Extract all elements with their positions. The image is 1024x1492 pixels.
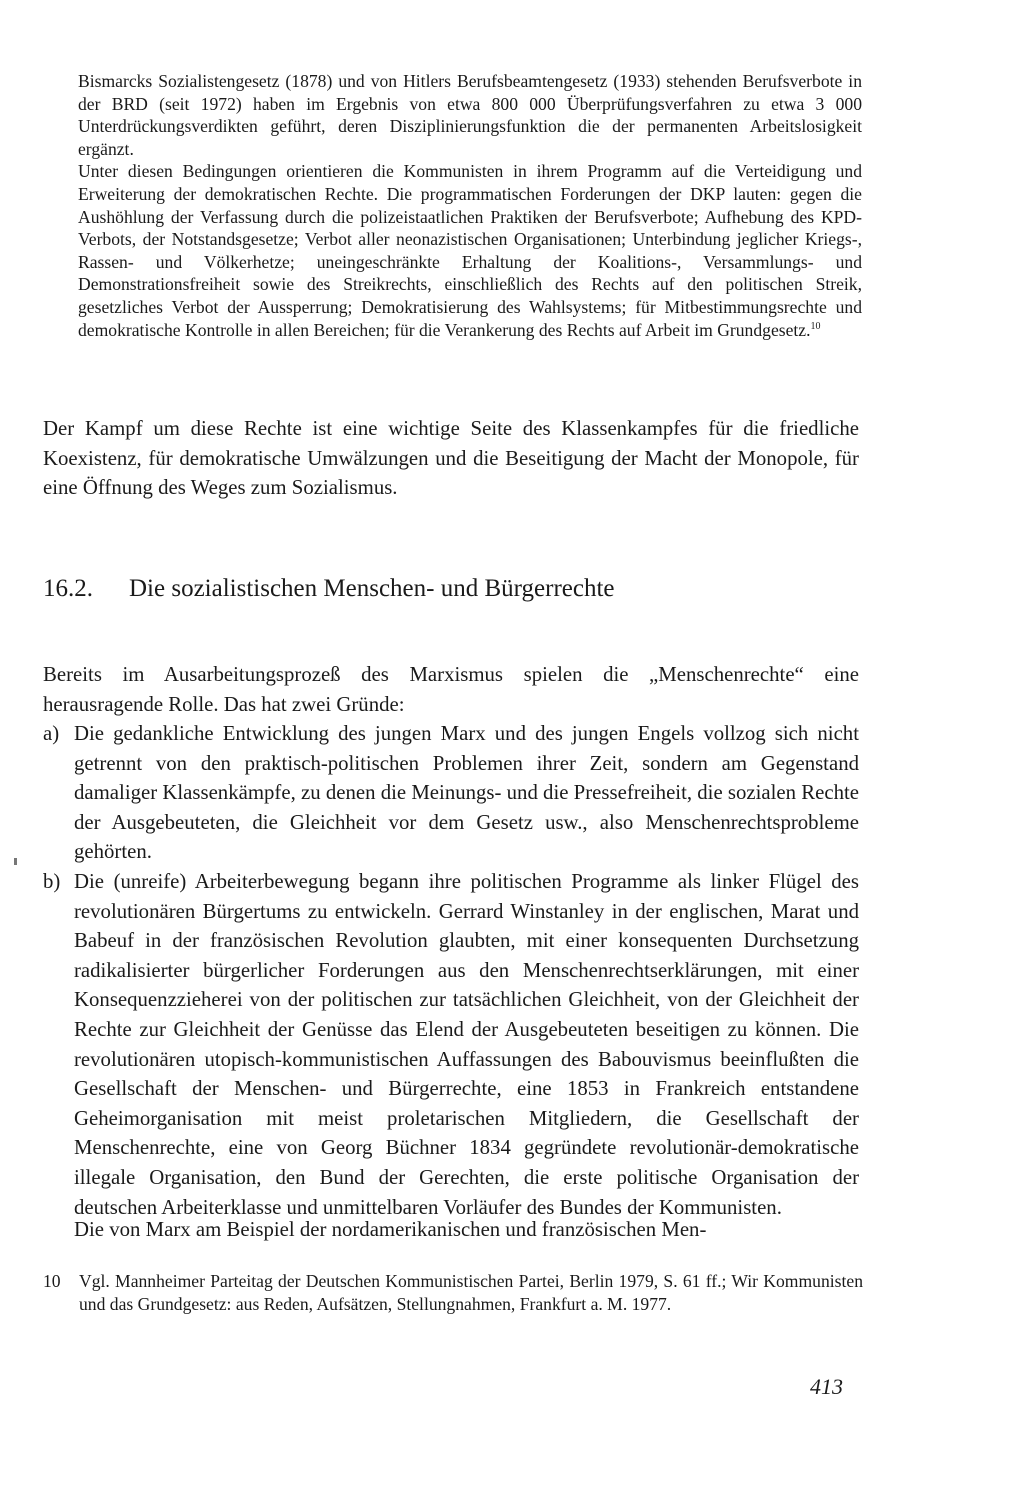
footnote-reference: 10 [810,320,821,332]
margin-mark [14,858,17,865]
struggle-paragraph-block [43,414,859,503]
list-text-b: Die (unreife) Arbeiterbewegung begann ihre politischen Programme als linker Flügel des revolutionären Bürgertums zu entwickeln. Gerrard Winstanley in der englischen, Marat und Babeuf in der französischen Revolution glaubten, mit einer konsequenten Durchsetzung radikalisierter bürgerlicher Forderungen aus den Menschenrechtserklärungen, mit einer Konsequenzzieherei von der politischen zur tatsächlichen Gleichheit, von der Gleichheit der Rechte zur Gleichheit der Genüsse das Elend der Ausgebeuteten beseitigen zu können. Die revolutionären utopisch-kommunistischen Auffassungen des Babouvismus beeinflußten die Gesellschaft der Menschen- und Bürgerrechte, eine 1853 in Frankreich entstandene Geheimorganisation mit meist proletarischen Mitgliedern, die Gesellschaft der Menschenrechte, eine von Georg Büchner 1834 gegründete revolutionär-demokratische illegale Organisation, den Bund der Gerechten, die erste politische Organisation der deutschen Arbeiterklasse und unmittelbaren Vorläufer des Bundes der Kommunisten. [74,869,859,1219]
struggle-paragraph: Der Kampf um diese Rechte ist eine wichtige Seite des Klassenkampfes für die friedliche Koexistenz, für demokratische Umwälzungen und die Beseitigung der Macht der Monopole, für eine Öffnung des Weges zum Sozialismus. [43,417,859,500]
list-marker-b: b) [43,869,61,893]
section-heading [43,572,863,606]
section-title: Die sozialistischen Menschen- und Bürgerrechte [129,575,615,602]
reasons-list [43,719,859,1222]
page-number: 413 [810,1374,843,1399]
berufsverbote-paragraph: Bismarcks Sozialistengesetz (1878) und von Hitlers Berufsbeamtengesetz (1933) stehenden Berufsverbote in der BRD (seit 1972) haben im Ergebnis von etwa 800 000 Überprüfungsverfahren zu etwa 3 000 Unterdrückungsverdikten geführt, deren Disziplinierungsfunktion die der permanenten Arbeitslosigkeit ergänzt. [78,71,862,159]
intro-paragraph: Bereits im Ausarbeitungsprozeß des Marxismus spielen die „Menschenrechte“ eine herausragende Rolle. Das hat zwei Gründe: [43,663,859,716]
list-item [43,867,859,1222]
footnote-text: Vgl. Mannheimer Parteitag der Deutschen Kommunistischen Partei, Berlin 1979, S. 61 ff.; Wir Kommunisten und das Grundgesetz: aus Reden, Aufsätzen, Stellungnahmen, Frankfurt a. M. 1977. [79,1271,863,1314]
list-marker-a: a) [43,722,60,745]
footnote-number: 10 [43,1271,61,1291]
top-text-block [78,70,862,341]
footnote [43,1270,863,1316]
list-text-a: Die gedankliche Entwicklung des jungen Marx und des jungen Engels vollzog sich nicht getrennt von den praktisch-politischen Problemen ihrer Zeit, sondern am Gegenstand damaliger Klassenkämpfe, zu denen die Meinungs- und die Pressefreiheit, die sozialen Rechte der Ausgebeuteten, die Gleichheit vor dem Gesetz usw., also Menschenrechtsprobleme gehörten. [74,722,859,864]
section-number: 16.2. [43,575,93,602]
intro-block [43,660,859,719]
list-item [43,719,859,867]
continuation-line: Die von Marx am Beispiel der nordamerikanischen und französischen Men- [74,1218,707,1241]
dkp-program-text: Unter diesen Bedingungen orientieren die Kommunisten in ihrem Programm auf die Verteidigung und Erweiterung der demokratischen Rechte. Die programmatischen Forderungen der DKP lauten: gegen die Aushöhlung der Verfassung durch die polizeistaatlichen Praktiken der Berufsverbote; Aufhebung des KPD-Verbots, der Notstandsgesetze; Verbot aller neonazistischen Organisationen; Unterbindung jeglicher Kriegs-, Rassen- und Völkerhetze; uneingeschränkte Erhaltung der Koalitions-, Versammlungs- und Demonstrationsfreiheit sowie des Streikrechts, einschließlich des Rechts auf den politischen Streik, gesetzliches Verbot der Aussperrung; Demokratisierung des Wahlsystems; für Mitbestimmungsrechte und demokratische Kontrolle in allen Bereichen; für die Verankerung des Rechts auf Arbeit im Grundgesetz. [78,161,862,340]
dkp-program-paragraph [78,160,862,341]
